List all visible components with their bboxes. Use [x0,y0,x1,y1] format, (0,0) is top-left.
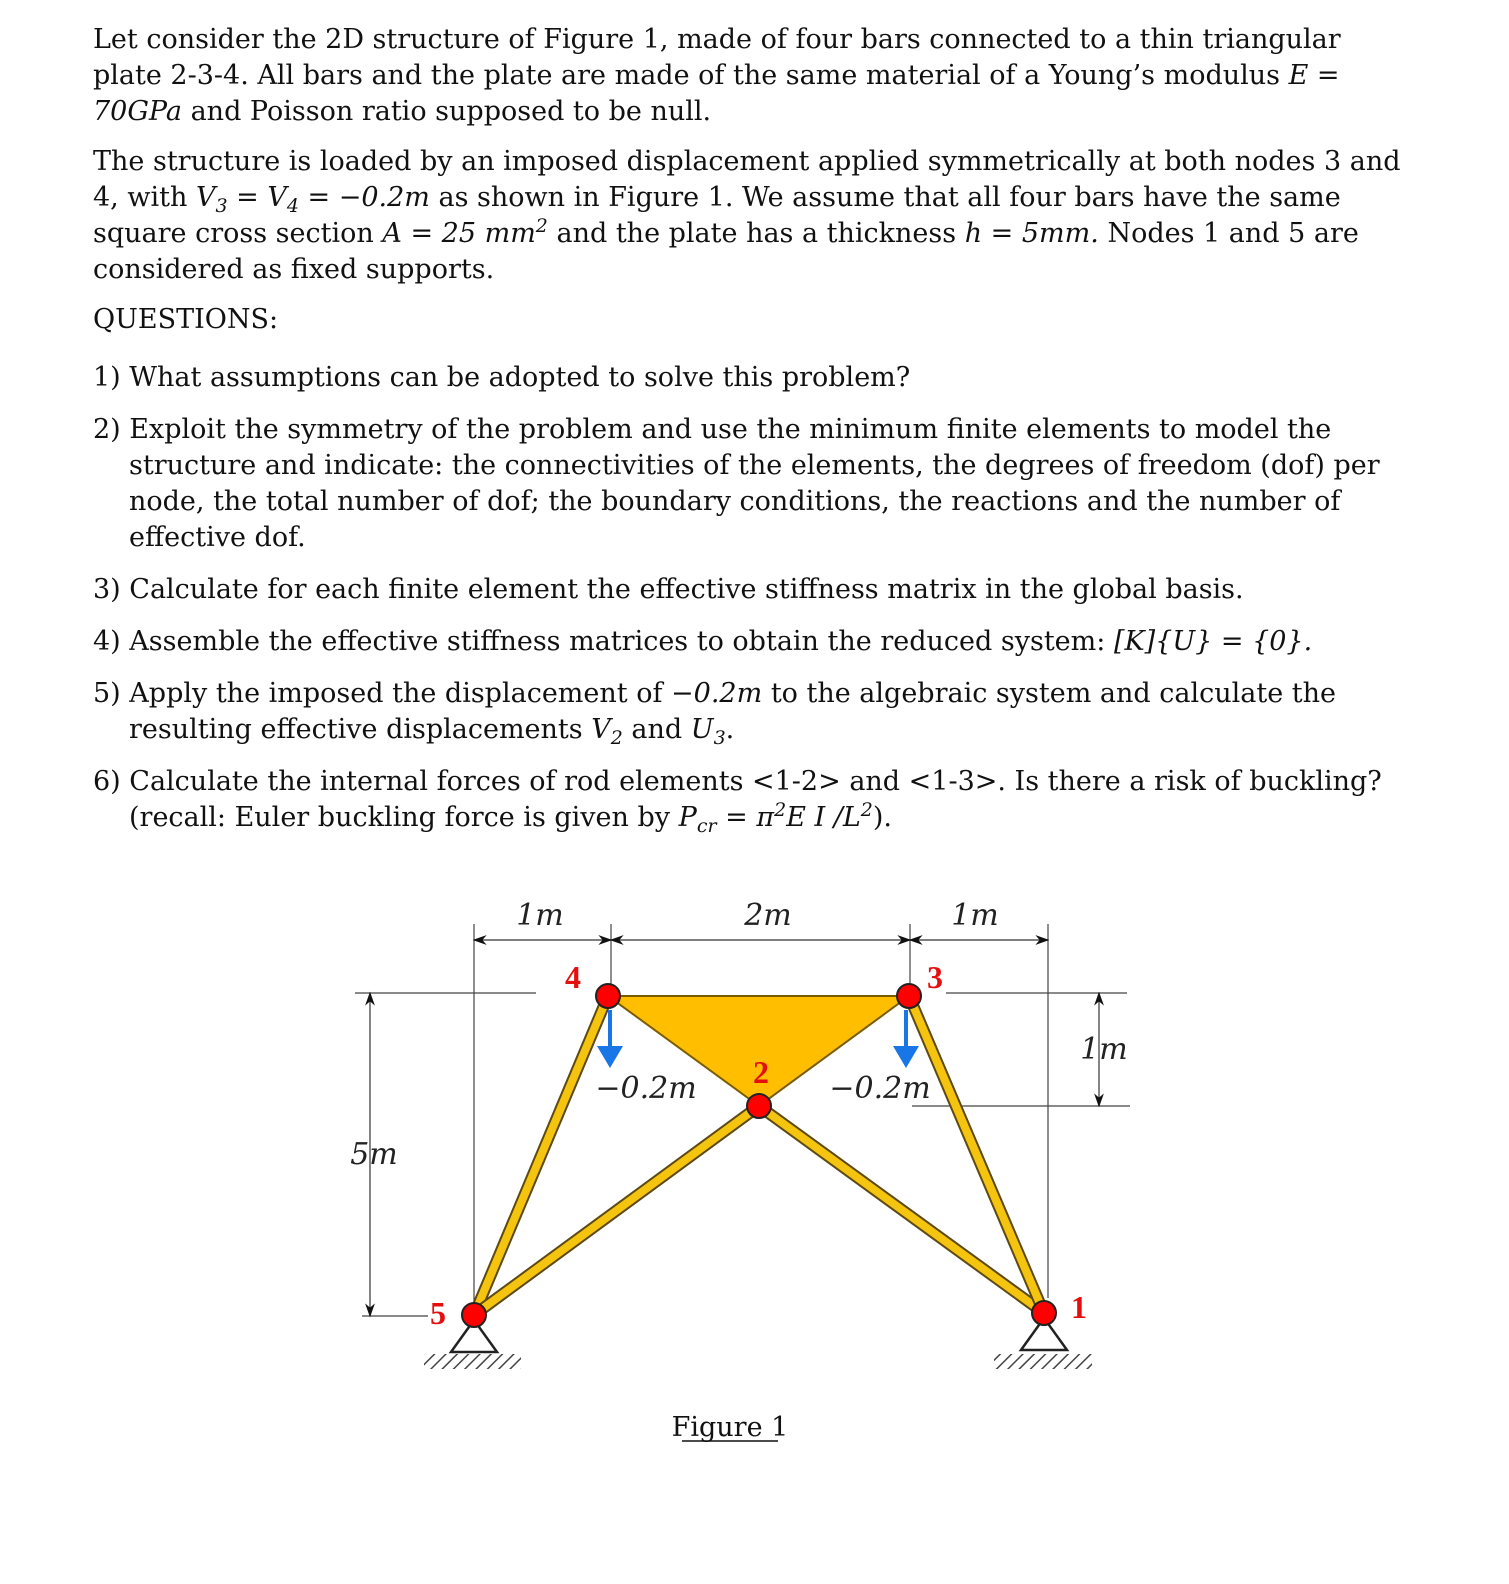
euler-buckling-eq: $P_{cr} = \pi^2E$ I $/L^2$ [678,799,873,837]
dim-label-middle: 2m [744,898,792,933]
question-5: 5) Apply the imposed the displacement of −0.2m to the algebraic system and calculate the resulting effective displacements $V_2$ and $U_3$. [93,678,1336,749]
dim-label-height: 5m [350,1137,398,1172]
dim-label-right: 1m [951,898,999,933]
cross-section-eq: A = 25 $mm^2$ [382,215,548,249]
thickness-eq: h = 5mm. [964,218,1099,249]
intro-text-1: Let consider the 2D structure of Figure 1, made of four bars connected to a thin triangular plate 2-3-4. All bars and the plate are made of the same material of a Young’s modulus [93,24,1341,91]
intro-text-2c: and the plate has a thickness [556,218,957,249]
node-5 [462,1303,486,1327]
question-1: 1) What assumptions can be adopted to solve this problem? [93,362,911,393]
node-2 [747,1094,771,1118]
question-2: 2) Exploit the symmetry of the problem and use the minimum finite elements to model the structure and indicate: the connectivities of the elements, the degrees of freedom (dof) per node, the total number of dof; the boundary conditions, the reactions and the number of effective dof. [93,414,1380,553]
intro-text-2a: The structure is loaded by an imposed displacement applied symmetrically at both nodes 3 and 4, with [93,146,1401,213]
displacement-label-right: −0.2m [829,1071,931,1106]
node-1 [1032,1301,1056,1325]
dim-label-left: 1m [516,898,564,933]
node-label-3: 3 [927,959,943,995]
intro-text-1-tail: and Poisson ratio supposed to be null. [190,96,712,127]
youngs-modulus: E = 70GPa [93,60,1340,127]
intro-text-2b: as shown in Figure 1. We assume that all four bars have the same square cross section [93,182,1341,249]
displacement-label-left: −0.2m [595,1071,697,1106]
reduced-system-eq: [K]{U} = {0}. [1113,626,1313,657]
question-3: 3) Calculate for each finite element the effective stiffness matrix in the global basis. [93,574,1244,605]
intro-text-2d: Nodes 1 and 5 are considered as fixed supports. [93,218,1359,285]
node-label-2: 2 [753,1054,769,1090]
node-label-1: 1 [1071,1289,1087,1325]
dim-label-plate: 1m [1080,1032,1128,1067]
questions-heading: QUESTIONS: [93,304,279,335]
question-6: 6) Calculate the internal forces of rod elements <1-2> and <1-3>. Is there a risk of buckling? (recall: Euler buckling force is given by $P_{cr} = \pi^2E$ I $/L^2$). [93,766,1382,837]
node-4 [596,984,620,1008]
node-3 [897,984,921,1008]
imposed-displacement-eq: $V_3 = V_4 = -0.2m$ [195,182,430,217]
node-label-5: 5 [430,1295,446,1331]
node-label-4: 4 [565,959,581,995]
question-4-text: 4) Assemble the effective stiffness matrices to obtain the reduced system: [93,626,1106,657]
figure-caption: Figure 1 [671,1412,789,1443]
